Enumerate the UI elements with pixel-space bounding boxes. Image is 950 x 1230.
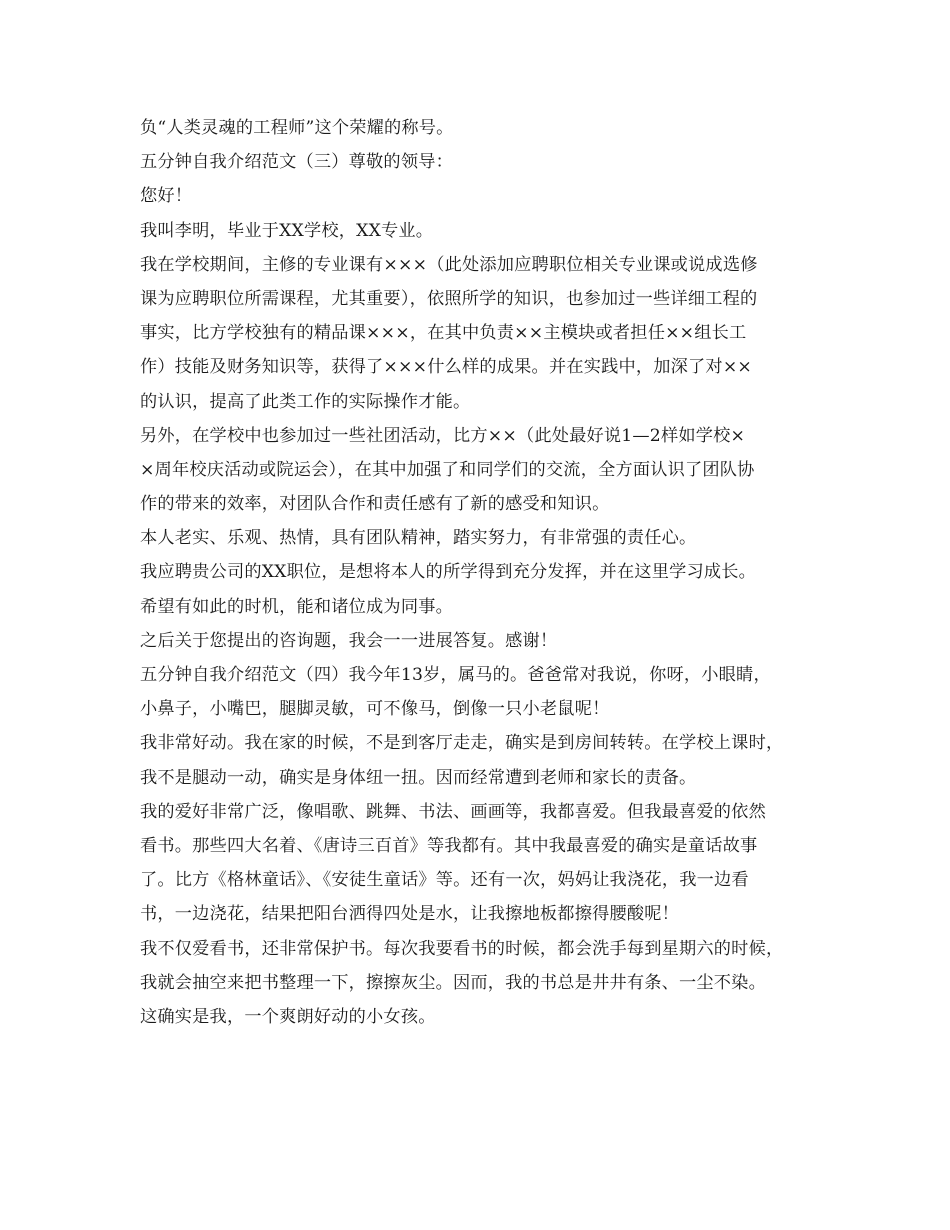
text-line: 我不仅爱看书，还非常保护书。每次我要看书的时候，都会洗手每到星期六的时候， <box>140 938 784 959</box>
text-line: 我在学校期间，主修的专业课有×××（此处添加应聘职位相关专业课或说成选修 <box>140 254 758 275</box>
text-line: 我叫李明，毕业于XX学校，XX专业。 <box>140 220 434 241</box>
text-line: 我的爱好非常广泛，像唱歌、跳舞、书法、画画等，我都喜爱。但我最喜爱的依然 <box>140 801 766 822</box>
text-line: 五分钟自我介绍范文（三）尊敬的领导： <box>140 152 453 173</box>
text-line: 事实，比方学校独有的精品课×××，在其中负责××主模块或者担任××组长工 <box>140 323 747 344</box>
text-line: 本人老实、乐观、热情，具有团队精神，踏实努力，有非常强的责任心。 <box>140 528 697 549</box>
text-line: 我应聘贵公司的XX职位，是想将本人的所学得到充分发挥，并在这里学习成长。 <box>140 562 757 583</box>
text-line: 作的带来的效率，对团队合作和责任感有了新的感受和知识。 <box>140 494 610 515</box>
text-line: 了。比方《格林童话》、《安徒生童话》等。还有一次，妈妈让我浇花，我一边看 <box>140 870 749 891</box>
document-body <box>140 111 830 1034</box>
text-line: 我就会抽空来把书整理一下，擦擦灰尘。因而，我的书总是井井有条、一尘不染。 <box>140 972 766 993</box>
text-line: 五分钟自我介绍范文（四）我今年13岁，属马的。爸爸常对我说，你呀，小眼睛， <box>140 665 771 685</box>
text-line: 这确实是我，一个爽朗好动的小女孩。 <box>140 1006 436 1027</box>
text-line: 我不是腿动一动，确实是身体纽一扭。因而经常遭到老师和家长的责备。 <box>140 767 697 788</box>
text-line: 书，一边浇花，结果把阳台洒得四处是水，让我擦地板都擦得腰酸呢！ <box>140 904 680 925</box>
text-line: 之后关于您提出的咨询题，我会一一进展答复。感谢！ <box>140 630 558 651</box>
text-line: 希望有如此的时机，能和诸位成为同事。 <box>140 596 453 617</box>
text-line: 课为应聘职位所需课程，尤其重要），依照所学的知识，也参加过一些详细工程的 <box>140 288 758 309</box>
text-line: 另外，在学校中也参加过一些社团活动，比方××（此处最好说1—2样如学校× <box>140 425 746 446</box>
text-line: 我非常好动。我在家的时候，不是到客厅走走，确实是到房间转转。在学校上课时， <box>140 733 784 754</box>
text-line: 作）技能及财务知识等，获得了×××什么样的成果。并在实践中，加深了对×× <box>140 357 753 378</box>
text-line: 的认识，提高了此类工作的实际操作才能。 <box>140 391 471 412</box>
text-line: 小鼻子，小嘴巴，腿脚灵敏，可不像马，倒像一只小老鼠呢！ <box>140 699 610 720</box>
text-line: ×周年校庆活动或院运会），在其中加强了和同学们的交流，全方面认识了团队协 <box>140 459 755 480</box>
text-line: 负“人类灵魂的工程师”这个荣耀的称号。 <box>140 118 454 138</box>
text-line: 看书。那些四大名着、《唐诗三百首》等我都有。其中我最喜爱的确实是童话故事 <box>140 835 758 856</box>
text-line: 您好！ <box>140 186 193 207</box>
